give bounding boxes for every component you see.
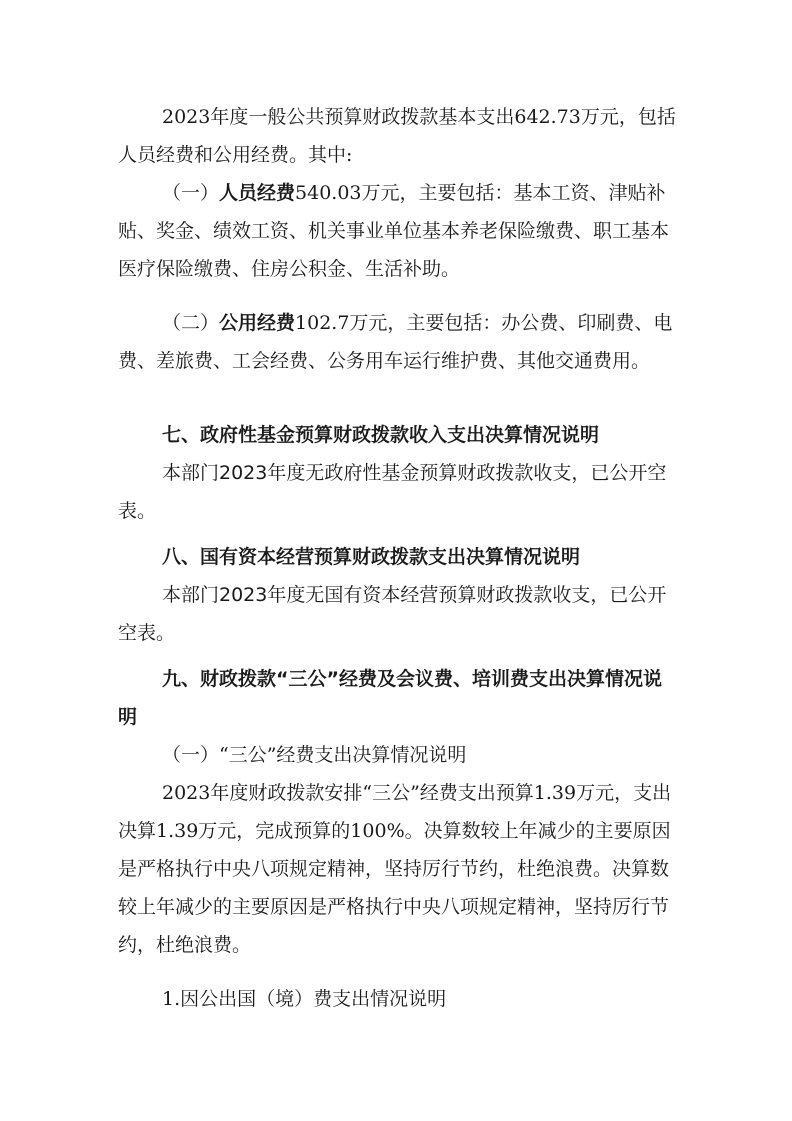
personnel-expenses-label: 人员经费 bbox=[219, 182, 296, 204]
paragraph-three-public-expenditure: 2023年度财政拨款安排“三公”经费支出预算1.39万元，支出决算1.39万元，完成预算的100%。决算数较上年减少的主要原因是严格执行中央八项规定精神，坚持厉行节约，杜绝浪费。决算数较上年减少的主要原因是严格执行中央八项规定精神，坚持厉行节约，杜绝浪费。 bbox=[118, 782, 672, 956]
paragraph-basic-expenditure: 2023年度一般公共预算财政拨款基本支出642.73万元，包括人员经费和公用经费。其中: bbox=[118, 106, 676, 166]
paragraph-public-expenses: （二）公用经费102.7万元，主要包括：办公费、印刷费、电费、差旅费、工会经费、公务用车运行维护费、其他交通费用。 bbox=[118, 312, 673, 372]
section-heading-9: 九、财政拨款“三公”经费及会议费、培训费支出决算情况说明 bbox=[118, 668, 662, 728]
subheading-three-public: （一）“三公”经费支出决算情况说明 bbox=[162, 744, 467, 766]
paragraph-state-capital: 本部门2023年度无国有资本经营预算财政拨款收支，已公开空表。 bbox=[118, 584, 667, 644]
section-heading-8: 八、国有资本经营预算财政拨款支出决算情况说明 bbox=[162, 546, 581, 568]
section-heading-7: 七、政府性基金预算财政拨款收入支出决算情况说明 bbox=[162, 424, 600, 446]
paragraph-personnel-expenses: （一）人员经费540.03万元，主要包括：基本工资、津贴补贴、奖金、绩效工资、机关事业单位基本养老保险缴费、职工基本医疗保险缴费、住房公积金、生活补助。 bbox=[118, 182, 670, 280]
paragraph-government-fund: 本部门2023年度无政府性基金预算财政拨款收支，已公开空表。 bbox=[118, 462, 667, 522]
public-expenses-label: 公用经费 bbox=[219, 312, 296, 334]
item-overseas-travel: 1.因公出国（境）费支出情况说明 bbox=[162, 988, 447, 1010]
